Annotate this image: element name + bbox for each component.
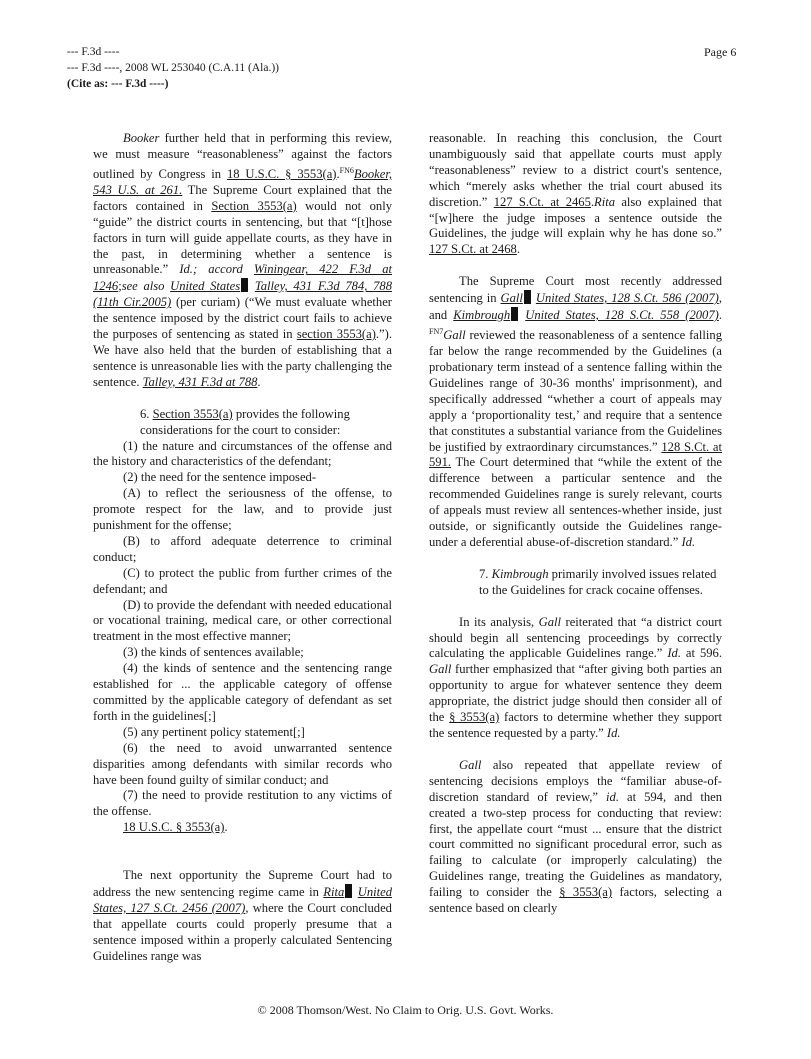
link-kimbrough[interactable]: Kimbrough [453, 308, 511, 323]
redaction-mark [511, 307, 518, 321]
link-127-sct-2468[interactable]: 127 S.Ct. at 2468 [429, 242, 517, 257]
list-item: (5) any pertinent policy statement[;] [123, 724, 305, 739]
paragraph-gall: The Supreme Court most recently addressed sentencing in Gall United States, 128 S.Ct. 586 (2007), and Kimbrough United States, 128 S.Ct. 558 (2007). $^{FN7}$Gall reviewed the reasonableness of a sentence falling far below the range recommended by the Guidelines (a probationary term instead of a sentence falling within the Guidelines range of 30-36 months' imprisonment), and specifically addressed “whether a court of appeals may apply a ‘proportionality test,’ and require that a sentence that constitutes a substantial variance from the Guidelines be justified by extraordinary circumstances.” 128 S.Ct. at 591. The Court determined that “while the extent of the difference between a particular sentence and the recommended Guidelines range is surely relevant, courts of appeals must review all sentences-whether inside, just outside, or significantly outside the Guidelines range-under a deferential abuse-of-discretion standard.” Id. [429, 274, 722, 549]
footnote-6: 6. Section 3553(a) provides the following considerations for the court to consider: [140, 406, 350, 437]
footnote-7: 7. Kimbrough primarily involved issues related to the Guidelines for crack cocaine offenses. [479, 566, 717, 597]
link-winingear[interactable]: Winingear, 422 F.3d at 1246 [93, 262, 393, 294]
paragraph-booker: Booker further held that in performing this review, we must measure “reasonableness” against the factors outlined by Congress in 18 U.S.C. § 3553(a).$^{FN6}$Booker, 543 U.S. at 261. The Supreme Court explained that the factors contained in Section 3553(a) would not only “guide” the district courts in sentencing, but that “[t]hose factors in turn will guide appellate courts, as they have in the past, in determining whether a sentence is unreasonable.” Id.; accord Winingear, 422 F.3d at 1246;see also United States Talley, 431 F.3d 784, 788 (11th Cir.2005) (per curiam) (“We must evaluate whether the sentence imposed by the district court fails to achieve the purposes of sentencing as stated in section 3553(a).”). We have also held that the burden of establishing that a sentence is unreasonable lies with the party challenging the sentence. Talley, 431 F.3d at 788. [93, 131, 393, 389]
right-column [429, 131, 722, 917]
redaction-mark [524, 290, 531, 304]
link-talley-788[interactable]: Talley, 431 F.3d at 788 [142, 374, 258, 389]
list-item: (1) the nature and circumstances of the offense and the history and characteristics of the defendant; [93, 438, 392, 469]
left-column [93, 131, 392, 965]
header-cite-as: (Cite as: --- F.3d ----) [67, 78, 169, 90]
redaction-mark [345, 884, 352, 898]
footnote-6-cite: 18 U.S.C. § 3553(a). [123, 820, 228, 835]
list-item: (4) the kinds of sentence and the sentencing range established for ... the applicable category of offense committed by the applicable category of defendant as set forth in the guidelines[;] [93, 661, 392, 723]
list-item: (C) to protect the public from further crimes of the defendant; and [93, 565, 392, 596]
link-section-3553a-2[interactable]: section 3553(a) [296, 327, 376, 342]
link-talley[interactable]: Talley, 431 F.3d 784, 788 (11th Cir.2005) [93, 279, 392, 310]
page-number: Page 6 [704, 45, 737, 59]
link-3553a-gall[interactable]: § 3553(a) [449, 710, 500, 725]
list-item: (A) to reflect the seriousness of the offense, to promote respect for the law, and to provide just punishment for the offense; [93, 486, 392, 533]
list-item: (3) the kinds of sentences available; [123, 645, 304, 660]
link-127-sct-2465[interactable]: 127 S.Ct. at 2465 [493, 194, 591, 209]
link-united-states[interactable]: United States [170, 279, 241, 294]
header-line-2: --- F.3d ----, 2008 WL 253040 (C.A.11 (Ala.)) [67, 62, 279, 74]
link-gall-united-states[interactable]: United States, 128 S.Ct. 586 (2007) [535, 291, 719, 306]
citation-header [67, 44, 279, 92]
paragraph-analysis: In its analysis, Gall reiterated that “a district court should begin all sentencing proceedings by correctly calculating the applicable Guidelines range.” Id. at 596. Gall further emphasized that “after giving both parties an opportunity to argue for whatever sentence they deem appropriate, the district judge should then consider all of the § 3553(a) factors to determine whether they support the sentence requested by a party.” Id. [429, 614, 722, 740]
footnote-ref-fn6[interactable]: FN6 [339, 165, 354, 175]
link-3553a-factors[interactable]: § 3553(a) [559, 885, 613, 900]
paragraph-rita: The next opportunity the Supreme Court had to address the new sentencing regime came in Rita United States, 127 S.Ct. 2456 (2007), where the Court concluded that appellate courts could properly presume that a sentence imposed within a properly calculated Sentencing Guidelines range was [93, 868, 393, 963]
link-gall[interactable]: Gall [500, 291, 523, 306]
paragraph-reasonable: reasonable. In reaching this conclusion, the Court unambiguously said that appellate courts must apply “reasonableness” review to a district court's sentence, which “merely asks whether the trial court abused its discretion.” 127 S.Ct. at 2465.Rita also explained that “[w]here the judge imposes a sentence outside the Guidelines, the judge will explain why he has done so.” 127 S.Ct. at 2468. [429, 131, 722, 257]
header-line-1: --- F.3d ---- [67, 46, 120, 58]
paragraph-two-step: Gall also repeated that appellate review of sentencing decisions employs the “familiar abuse-of-discretion standard of review,” id. at 594, and then created a two-step process for conducting that review: first, the appellate court “must ... ensure that the district court committed no significant procedural error, such as failing to calculate (or improperly calculating) the Guidelines range, treating the Guidelines as mandatory, failing to consider the § 3553(a) factors, selecting a sentence based on clearly [429, 757, 723, 916]
link-rita[interactable]: Rita [323, 885, 345, 900]
link-18-usc-3553a[interactable]: 18 U.S.C. § 3553(a) [226, 167, 337, 181]
footnote-ref-fn7[interactable]: FN7 [429, 326, 444, 336]
list-item: (2) the need for the sentence imposed- [123, 470, 317, 485]
redaction-mark [241, 278, 248, 292]
link-fn6-section-3553a[interactable]: Section 3553(a) [152, 406, 233, 421]
link-kimbrough-united-states[interactable]: United States, 128 S.Ct. 558 (2007) [525, 308, 719, 323]
copyright-footer: © 2008 Thomson/West. No Claim to Orig. U.S. Govt. Works. [257, 1003, 554, 1017]
link-section-3553a[interactable]: Section 3553(a) [211, 198, 297, 213]
link-18-usc-3553a-fn[interactable]: 18 U.S.C. § 3553(a) [123, 820, 225, 835]
list-item: (6) the need to avoid unwarranted sentence disparities among defendants with similar records who have been found guilty of similar conduct; and [93, 740, 392, 787]
link-128-sct-591[interactable]: 128 S.Ct. at 591. [429, 439, 722, 470]
list-item: (D) to provide the defendant with needed educational or vocational training, medical care, or other correctional treatment in the most effective manner; [93, 597, 392, 644]
list-item: (7) the need to provide restitution to any victims of the offense. [93, 788, 392, 819]
link-booker[interactable]: Booker, 543 U.S. at 261. [93, 167, 392, 197]
link-rita-united-states[interactable]: United States, 127 S.Ct. 2456 (2007) [93, 885, 393, 915]
list-item: (B) to afford adequate deterrence to criminal conduct; [93, 533, 392, 564]
